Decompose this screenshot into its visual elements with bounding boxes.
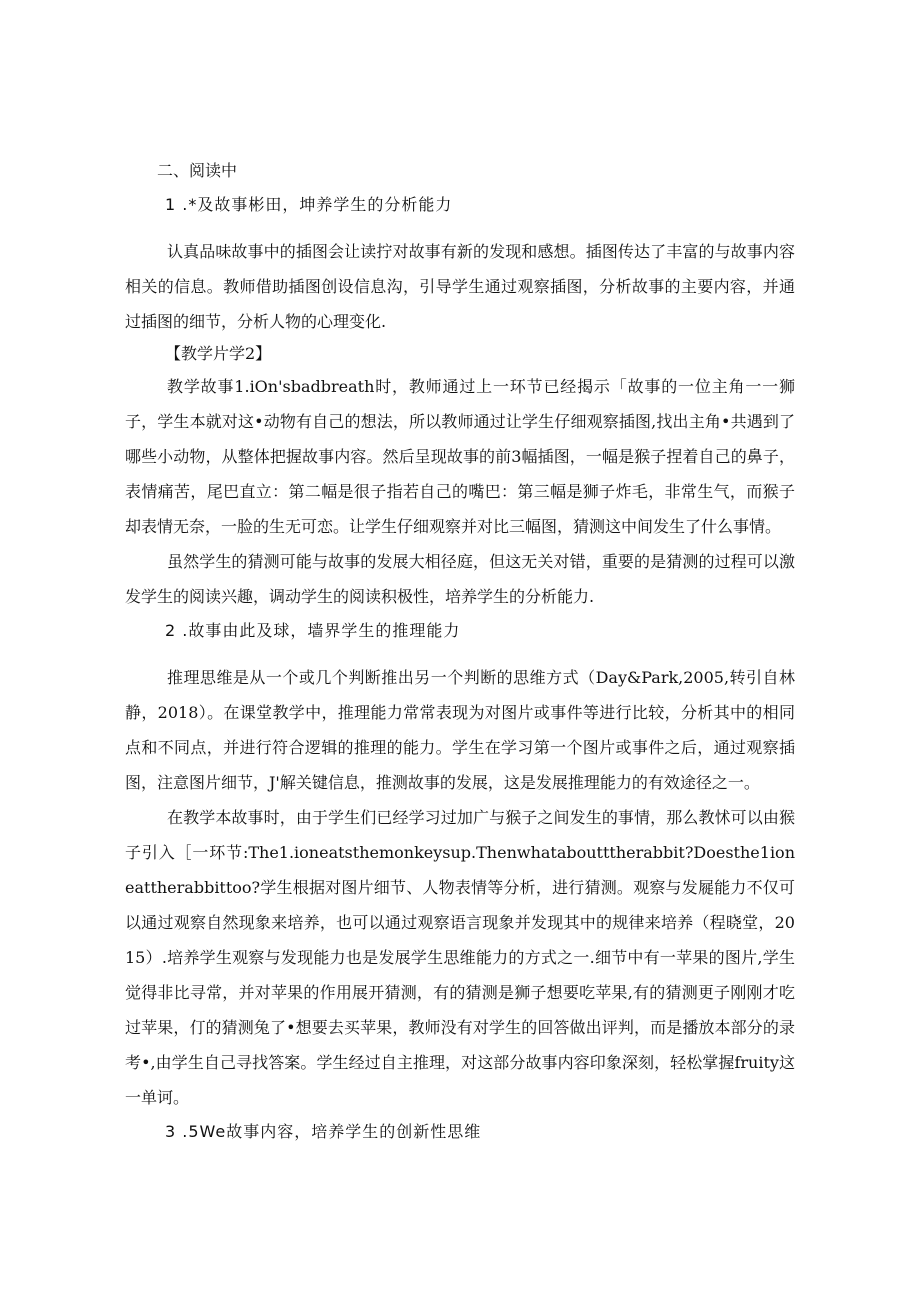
- teaching-example-tag: 【教学片学2】: [165, 344, 272, 363]
- subsection-2-paragraph-1: 推理思维是从一个或几个判断推出另一个判断的思维方式（Day&Park,2005,转引自林静，2018）。在课堂教学中，推理能力常常表现为对图片或事件等进行比较，分析其中的相同点和不同点，并进行符合逻辑的推理的能力。学生在学习第一个图片或事件之后，通过观察插图，注意图片细节，J'解关键信息，推测故事的发展，这是发展推理能力的有效途径之一。: [125, 668, 795, 792]
- subsection-1-example-paragraph-1: 教学故事1.iOn'sbadbreath时，教师通过上一环节已经揭示「故事的一位主角一一狮子，学生本就对这•动物有自己的想法，所以教师通过让学生仔细观察插图,找出主角•共遇到了哪些小动物，从整体把握故事内容。然后呈现故事的前3幅插图，一幅是猴子捏着自己的鼻子，表情痛苦，尾巴直立：第二幅是很子指若自己的嘴巴：第三幅是狮子炸毛，非常生气，而猴子却表情无奈，一脸的生无可恋。让学生仔细观察并对比三幅图，猜测这中间发生了什么事情。: [125, 377, 795, 536]
- document-body: [125, 160, 795, 1155]
- section-title: 二、阅读中: [157, 161, 238, 180]
- subsection-1-heading: 1 .*及故事彬田，坤养学生的分析能力: [165, 195, 453, 214]
- subsection-1-example-paragraph-2: 虽然学生的猜测可能与故事的发展大相径庭，但这无关对错，重要的是猜测的过程可以激发学生的阅读兴趣，调动学生的阅读积极性，培养学生的分析能力.: [125, 552, 795, 606]
- subsection-3-heading: 3 .5We故事内容，培养学生的创新性思维: [165, 1122, 482, 1141]
- subsection-2-paragraph-2: 在教学本故事时，由于学生们已经学习过加广与猴子之间发生的事情，那么教怵可以由猴子引入［一环节:The1.ioneatsthemonkeysup.Thenwhataboutttherabbit?Doesthe1ioneattherabbittoo?学生根据对图片细节、人物表情等分析，进行猜测。观察与发屣能力不仅可以通过观察自然现象来培养，也可以通过观察语言现象并发现其中的规律来培养（程晓堂，2015）.培养学生观察与发现能力也是发展学生思维能力的方式之一.细节中有一苹果的图片,学生觉得非比寻常，并对苹果的作用展开猜测，有的猜测是狮子想要吃苹果,有的猜测更子刚刚才吃过苹果，仃的猜测兔了•想要去买苹果，教师没有对学生的回答做出评判，而是播放本部分的录考•,由学生自己寻找答案。学生经过自主推理，对这部分故事内容印象深刻，轻松掌握fruity这一单诃。: [125, 808, 795, 1107]
- subsection-2-heading: 2 .故事由此及球，墙界学生的推理能力: [165, 621, 461, 640]
- subsection-1-paragraph-1: 认真品味故事中的插图会让读拧对故事有新的发现和感想。插图传达了丰富的与故事内容相关的信息。教师借助插图创设信息沟，引导学生通过观察插图，分析故事的主要内容，并通过插图的细节，分析人物的心理变化.: [125, 242, 795, 331]
